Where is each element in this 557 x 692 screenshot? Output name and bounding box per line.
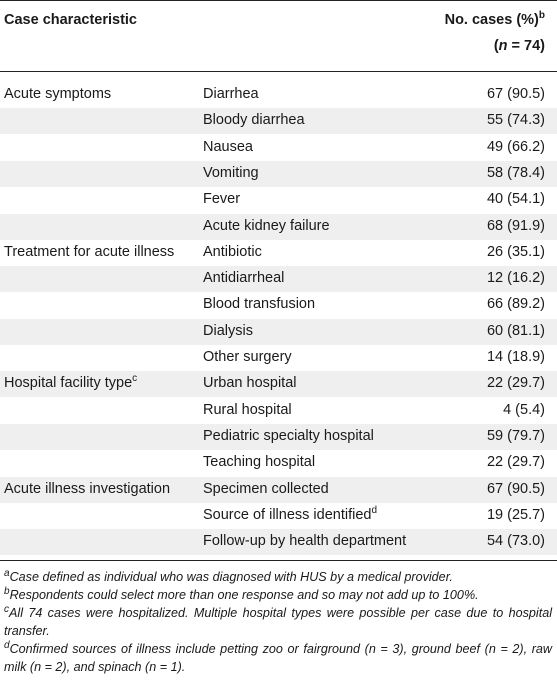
footnote-text: Case defined as individual who was diagnosed with HUS by a medical provider. [9,570,453,584]
footnote-c [4,604,552,640]
row-value: 60 (81.1) [486,322,545,339]
row-item [203,86,259,102]
table-row [0,529,557,555]
footnote-b [4,586,552,604]
header-n-var: n [498,38,508,54]
table-row [0,371,557,397]
footnote-mark: c [4,603,9,615]
row-item [203,481,329,497]
row-value: 59 (79.7) [486,427,545,444]
header-n-open: ( [493,38,499,54]
row-item [203,323,253,339]
footnote-d [4,640,552,676]
row-item-text: Acute kidney failure [203,217,330,234]
row-item [203,244,262,260]
row-item-text: Specimen collected [203,480,329,497]
row-category [4,86,111,102]
table-row [0,266,557,292]
header-case-characteristic: Case characteristic [4,12,137,28]
table-row [0,161,557,187]
row-category-text: Acute illness investigation [4,480,171,497]
row-item-text: Teaching hospital [203,454,316,471]
row-item-text: Nausea [203,138,253,155]
row-value: 40 (54.1) [486,191,545,208]
row-item [203,454,315,470]
row-item-text: Antibiotic [203,243,262,260]
row-item-text: Vomiting [203,164,259,181]
row-value: 49 (66.2) [486,138,545,155]
footnote-mark: d [4,639,10,651]
footnote-mark: a [4,567,10,579]
table-row [0,345,557,371]
row-item-text: Blood transfusion [203,296,316,313]
row-item [203,165,259,181]
footnote-mark: b [4,585,10,597]
row-item-text: Antidiarrheal [203,270,285,287]
row-item [203,218,330,234]
bottom-rule [0,560,557,561]
table-row [0,135,557,161]
row-category [4,481,170,497]
row-value: 58 (78.4) [486,164,545,181]
row-value: 26 (35.1) [486,243,545,260]
row-item-text: Diarrhea [203,86,259,102]
row-item-text: Other surgery [203,349,292,365]
table-row [0,240,557,266]
footnote-text: Confirmed sources of illness include petting zoo or fairground (n = 3), ground beef (n = 2), raw milk (n = 2), and spinach (n = 1). [4,642,552,674]
row-value: 66 (89.2) [486,296,545,313]
row-value: 22 (29.7) [486,375,545,392]
row-item [203,504,378,523]
row-item [203,139,253,155]
row-item [203,349,292,365]
table-row [0,398,557,424]
header-footnote-mark: b [538,10,545,22]
row-item [203,191,240,207]
row-value: 67 (90.5) [486,86,545,102]
row-item-text: Fever [203,191,241,208]
row-value: 55 (74.3) [486,112,545,129]
row-item [203,402,292,418]
table-row [0,503,557,529]
row-category-text: Treatment for acute illness [4,243,175,260]
row-category-text: Acute symptoms [4,86,112,102]
header-rule [0,71,557,72]
row-category-text: Hospital facility type [4,375,133,392]
row-value: 4 (5.4) [503,401,545,418]
row-category [4,244,174,260]
row-item [203,375,297,391]
row-value: 67 (90.5) [486,480,545,497]
table-row [0,319,557,345]
table-row [0,82,557,108]
table-row [0,187,557,213]
row-item-text: Dialysis [203,322,253,339]
row-value: 12 (16.2) [486,270,545,287]
row-value: 22 (29.7) [486,454,545,471]
row-category-footnote-mark: c [132,373,138,385]
row-item-text: Follow-up by health department [203,533,407,550]
footnote-text: All 74 cases were hospitalized. Multiple hospital types were possible per case due to hospital transfer. [4,606,552,638]
table-row [0,477,557,503]
row-item [203,533,406,549]
row-item [203,112,305,128]
row-item [203,296,315,312]
footnote-text: Respondents could select more than one response and so may not add up to 100%. [9,588,479,602]
row-value: 19 (25.7) [486,506,545,523]
header-n [494,38,545,54]
row-item-text: Urban hospital [203,375,297,392]
row-value: 54 (73.0) [486,533,545,550]
header-no-cases [445,12,545,28]
row-item [203,270,284,286]
top-rule [0,0,557,1]
table-row [0,214,557,240]
row-item-text: Bloody diarrhea [203,112,305,129]
row-item-text: Source of illness identified [203,506,372,523]
row-item [203,428,374,444]
table-row [0,424,557,450]
row-value: 68 (91.9) [486,217,545,234]
row-item-text: Rural hospital [203,401,292,418]
row-value: 14 (18.9) [486,349,545,365]
header-n-rest: = 74) [507,38,545,54]
row-category [4,375,137,391]
footnotes [4,568,552,676]
row-item-footnote-mark: d [371,504,378,516]
footnote-a [4,568,552,586]
header-no-cases-label: No. cases (%) [444,12,539,28]
table-row [0,450,557,476]
table-row [0,292,557,318]
table-row [0,108,557,134]
row-item-text: Pediatric specialty hospital [203,427,374,444]
